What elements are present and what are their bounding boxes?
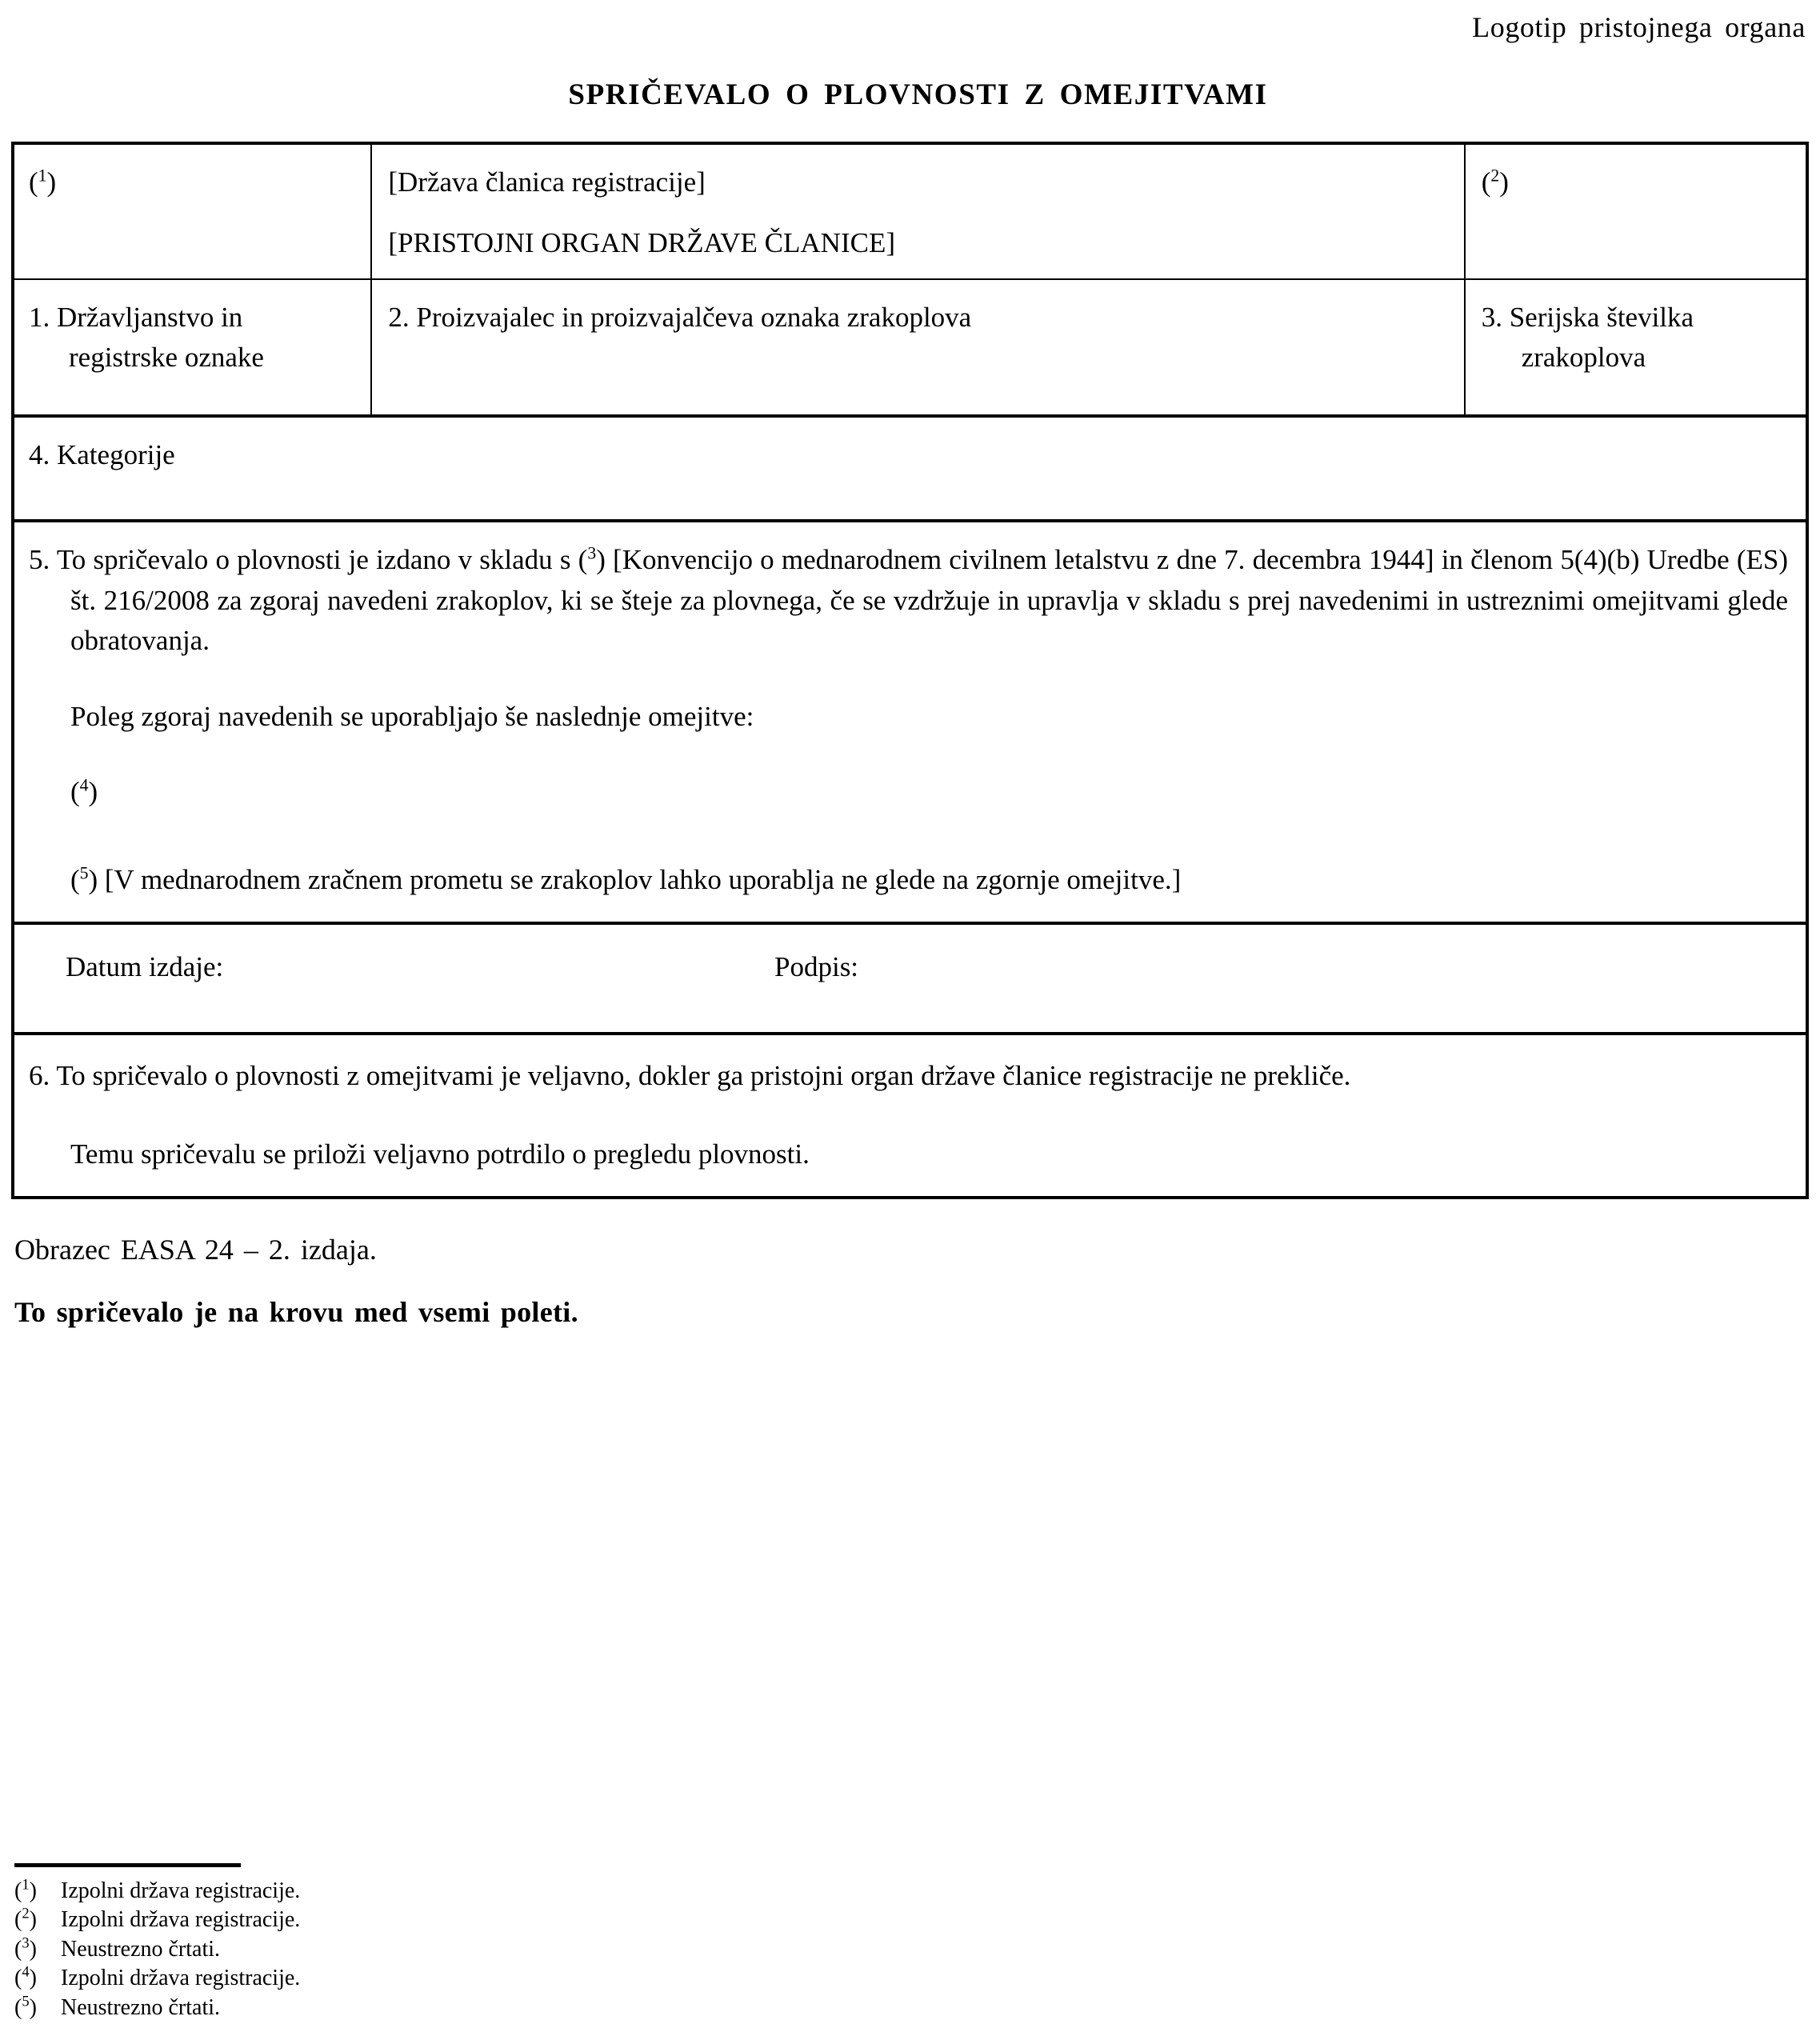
international-traffic-line: [29, 860, 1788, 900]
footnote-item: [14, 1964, 1134, 1993]
footnote-ref-2-mark: 2: [1490, 166, 1500, 186]
competent-authority-line: [PRISTOJNI ORGAN DRŽAVE ČLANICE]: [388, 226, 895, 258]
paren-open-4: (: [70, 776, 80, 807]
signature-label: Podpis:: [774, 950, 859, 982]
international-traffic-text: ) [V mednarodnem zračnem prometu se zrakoplov lahko uporablja ne glede na zgornje omejitve.]: [88, 864, 1182, 896]
member-state-line: [Država članica registracije]: [388, 166, 706, 198]
table-row-statement-5: [13, 521, 1807, 922]
footnote-item: [14, 1906, 1134, 1934]
cell-statement-6: [13, 1034, 1807, 1198]
field-4-label: 4. Kategorije: [29, 438, 175, 470]
footnotes-block: [14, 1863, 1134, 2022]
footnote-text: Izpolni država registracije.: [61, 1878, 301, 1904]
statement-5-text-b: ) [Konvencijo o mednarodnem civilnem letalstvu z dne 7. decembra 1944] in členom 5(4)(b) Uredbe (ES) št. 216/2008 za zgoraj navedeni zrakoplov, ki se šteje za plovnega, če se vzdržuje in upravlja v skladu s prej navedenimi in ustreznimi omejitvami glede obratovanja.: [70, 544, 1788, 657]
footnote-item: [14, 1877, 1134, 1906]
cell-member-state-authority: [371, 143, 1464, 279]
table-row-registration-authority: [13, 143, 1807, 279]
table-row-aircraft-identity: [13, 279, 1807, 415]
cell-footnote-ref-1: [13, 143, 371, 279]
footnote-text: Izpolni država registracije.: [61, 1907, 301, 1933]
footnote-item: [14, 1994, 1134, 2022]
footnote-ref-2: ($^2$): [1481, 166, 1509, 198]
table-row-date-signature: [13, 923, 1807, 1034]
additional-limitations-intro: Poleg zgoraj navedenih se uporabljajo še naslednje omejitve:: [70, 700, 754, 732]
paren-open-5: (: [70, 864, 80, 896]
footnote-ref-1-mark: 1: [38, 166, 47, 186]
footnote-separator-rule: [14, 1863, 241, 1867]
footnote-ref-5-mark: 5: [79, 863, 89, 883]
page-title: SPRIČEVALO O PLOVNOSTI Z OMEJITVAMI: [568, 78, 1268, 111]
form-reference: Obrazec EASA 24 – 2. izdaja.: [14, 1233, 377, 1266]
airworthiness-review-note: Temu spričevalu se priloži veljavno potrdilo o pregledu plovnosti.: [70, 1138, 810, 1170]
certificate-form-table: [11, 142, 1809, 1199]
footnote-ref-4-mark: 4: [79, 775, 89, 795]
footnote-marker: ($^3$): [14, 1934, 37, 1962]
cell-field-1-nationality: [13, 279, 371, 415]
issue-date-label: Datum izdaje:: [66, 950, 224, 982]
table-row-statement-6: [13, 1034, 1807, 1198]
footnote-marker: ($^2$): [14, 1906, 37, 1933]
footnote-text: Izpolni država registracije.: [61, 1966, 301, 1991]
cell-footnote-ref-2: [1465, 143, 1807, 279]
footnote-marker: ($^1$): [14, 1876, 37, 1904]
cell-date-signature: [13, 923, 1807, 1034]
below-table-notes: [11, 1231, 1809, 1332]
field-1-label: 1. Državljanstvo in registrske oznake: [29, 302, 264, 374]
paren-close-4: ): [88, 776, 98, 807]
cell-field-2-manufacturer: [371, 279, 1464, 415]
footnote-item: [14, 1935, 1134, 1964]
footnote-marker: ($^5$): [14, 1993, 37, 2020]
field-3-label: 3. Serijska številka zrakoplova: [1481, 302, 1694, 374]
field-2-label: 2. Proizvajalec in proizvajalčeva oznaka zrakoplova: [388, 302, 972, 334]
footnote-text: Neustrezno črtati.: [61, 1936, 221, 1962]
footnote-text: Neustrezno črtati.: [61, 1994, 221, 2020]
cell-field-3-serial-number: [1465, 279, 1807, 415]
footnote-marker: ($^4$): [14, 1963, 37, 1991]
footnote-ref-4-line: [29, 772, 1788, 812]
cell-statement-5: [13, 521, 1807, 922]
footnote-ref-1: ($^1$): [29, 166, 57, 198]
authority-logo-placeholder: Logotip pristojnega organa: [1472, 11, 1806, 43]
statement-6-paragraph: 6. To spričevalo o plovnosti z omejitvami je veljavno, dokler ga pristojni organ države članice registracije ne prekliče.: [29, 1059, 1351, 1091]
onboard-note: To spričevalo je na krovu med vsemi poleti.: [14, 1296, 578, 1329]
statement-5-text-a: 5. To spričevalo o plovnosti je izdano v skladu s (: [29, 544, 588, 576]
cell-field-4-categories: [13, 416, 1807, 522]
statement-5-paragraph: [29, 540, 1788, 661]
table-row-categories: [13, 416, 1807, 522]
footnote-ref-3-mark: 3: [587, 543, 597, 563]
